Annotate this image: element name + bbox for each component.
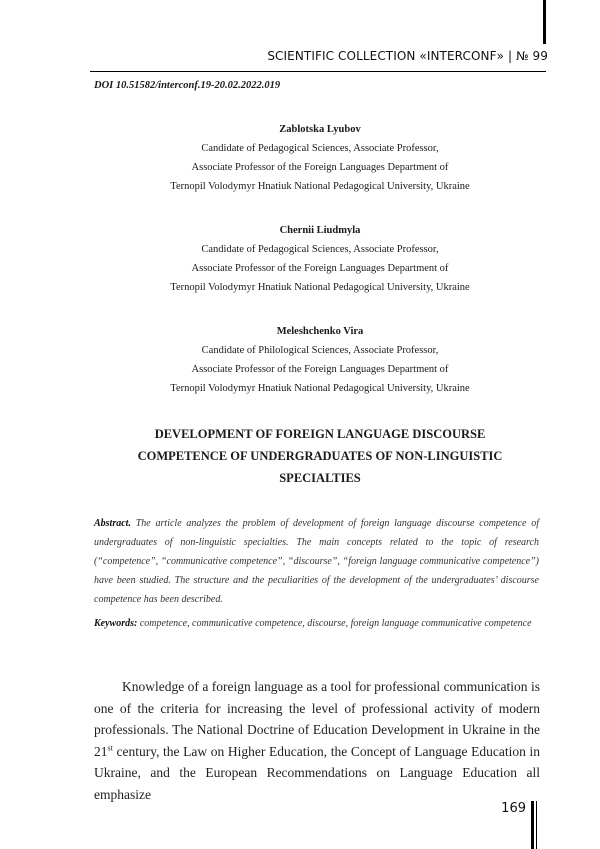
author-name: Zablotska Lyubov <box>279 124 361 135</box>
article-title <box>60 423 580 489</box>
running-header: SCIENTIFIC COLLECTION «INTERCONF» | № 99 <box>267 49 548 63</box>
body-text-part-1: Knowledge of a foreign language as a tool for professional communication is one of the criteria for increasing the level of professional activity of modern professionals. The National Doctrine of Education Development in Ukraine in the 21 <box>94 679 540 759</box>
author-name: Meleshchenko Vira <box>276 326 364 337</box>
author-university: Ternopil Volodymyr Hnatiuk National Pedagogical University, Ukraine <box>170 282 470 293</box>
title-line-1: DEVELOPMENT OF FOREIGN LANGUAGE DISCOURSE <box>154 427 486 441</box>
keywords-text: competence, communicative competence, discourse, foreign language communicative competence <box>139 618 532 629</box>
doi-line: DOI 10.51582/interconf.19-20.02.2022.019 <box>94 80 281 91</box>
author-block-2 <box>60 221 580 297</box>
author-degree: Candidate of Pedagogical Sciences, Associate Professor, <box>201 143 439 154</box>
abstract <box>94 514 539 609</box>
author-block-3 <box>60 322 580 398</box>
author-university: Ternopil Volodymyr Hnatiuk National Pedagogical University, Ukraine <box>170 181 470 192</box>
body-paragraph <box>94 676 540 805</box>
author-position: Associate Professor of the Foreign Languages Department of <box>191 364 449 375</box>
bottom-vertical-bar-thin <box>536 801 537 849</box>
top-vertical-bar <box>543 0 546 44</box>
body-superscript: st <box>107 743 113 752</box>
abstract-text: The article analyzes the problem of development of foreign language discourse competence of undergraduates of non-linguistic specialties. The main concepts related to the topic of research (“competence”, “communicative competence”, “discourse”, “foreign language communicative competence”) have been studied. The structure and the peculiarities of the development of the undergraduates’ discourse competence has been described. <box>94 518 540 605</box>
title-line-2: COMPETENCE OF UNDERGRADUATES OF NON-LINGUISTIC <box>137 449 503 463</box>
page-number: 169 <box>501 801 526 816</box>
bottom-vertical-bar <box>531 801 534 849</box>
author-university: Ternopil Volodymyr Hnatiuk National Pedagogical University, Ukraine <box>170 383 470 394</box>
keywords <box>94 614 539 633</box>
author-degree: Candidate of Pedagogical Sciences, Associate Professor, <box>201 244 439 255</box>
author-position: Associate Professor of the Foreign Languages Department of <box>191 162 449 173</box>
author-degree: Candidate of Philological Sciences, Associate Professor, <box>201 345 439 356</box>
author-name: Chernii Liudmyla <box>279 225 361 236</box>
title-line-3: SPECIALTIES <box>279 471 361 485</box>
author-position: Associate Professor of the Foreign Languages Department of <box>191 263 449 274</box>
header-rule <box>90 71 546 72</box>
author-block-1 <box>60 120 580 196</box>
body-text-part-2: century, the Law on Higher Education, the Concept of Language Education in Ukraine, and the European Recommendations on Language Education all emphasize <box>94 743 540 802</box>
abstract-label: Abstract. <box>94 518 131 529</box>
keywords-label: Keywords: <box>94 618 138 629</box>
